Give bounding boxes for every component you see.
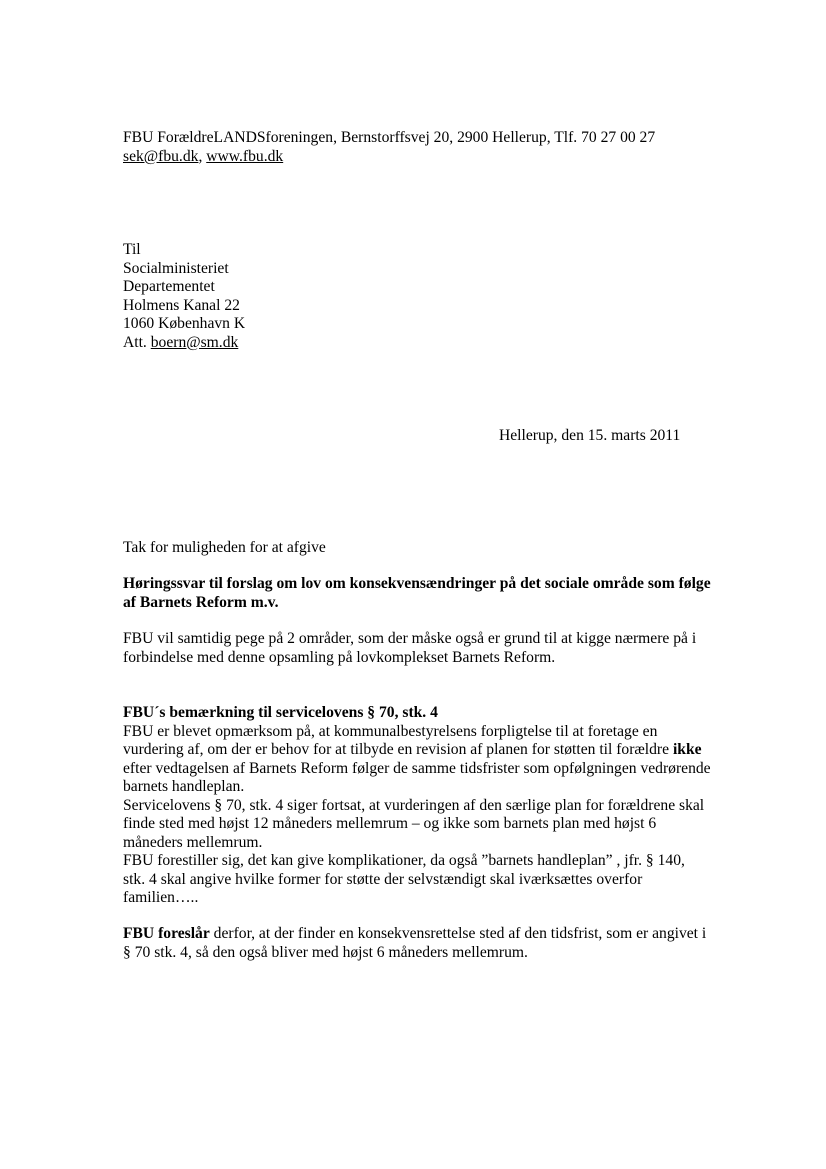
section-servicelov — [123, 704, 711, 908]
section-text: vurdering af, om der er behov for at tilbyde en revision af planen for støtten til forældre — [123, 741, 673, 758]
subject-heading — [123, 575, 711, 612]
recipient-email-link[interactable]: boern@sm.dk — [150, 333, 239, 351]
subject-line: af Barnets Reform m.v. — [123, 593, 279, 611]
section-line — [123, 741, 711, 760]
section-line: finde sted med højst 12 måneders mellemrum – og ikke som barnets plan med højst 6 — [123, 815, 657, 832]
proposal-lead: FBU foreslår — [123, 925, 210, 942]
proposal-text: derfor, at der finder en konsekvensrettelse sted af den tidsfrist, som er angivet i — [209, 925, 707, 942]
section-heading: FBU´s bemærkning til servicelovens § 70, stk. 4 — [123, 704, 438, 721]
recipient-line: Til — [123, 241, 141, 258]
sender-block — [123, 129, 655, 166]
sender-address: FBU ForældreLANDSforeningen, Bernstorffsvej 20, 2900 Hellerup, Tlf. 70 27 00 27 — [123, 129, 656, 146]
att-prefix: Att. — [123, 333, 151, 351]
proposal-line: § 70 stk. 4, så den også bliver med højst 6 måneders mellemrum. — [123, 943, 528, 961]
contact-separator: , — [198, 147, 207, 165]
sender-website-link[interactable]: www.fbu.dk — [206, 147, 284, 165]
sender-email-link[interactable]: sek@fbu.dk — [123, 147, 199, 165]
emphasis-ikke: ikke — [672, 741, 702, 758]
letter-date: Hellerup, den 15. marts 2011 — [499, 427, 681, 444]
paragraph-line: forbindelse med denne opsamling på lovkomplekset Barnets Reform. — [123, 648, 556, 666]
recipient-line: 1060 København K — [123, 315, 246, 332]
recipient-line: Departementet — [123, 278, 215, 295]
section-line: familien….. — [123, 889, 199, 906]
intro-paragraph — [123, 630, 696, 667]
paragraph-line: FBU vil samtidig pege på 2 områder, som der måske også er grund til at kigge nærmere på i — [123, 630, 697, 647]
proposal-paragraph — [123, 925, 706, 962]
section-line: Servicelovens § 70, stk. 4 siger fortsat, at vurderingen af den særlige plan for forældrene skal — [123, 796, 705, 814]
section-line: barnets handleplan. — [123, 778, 245, 795]
recipient-block — [123, 241, 245, 352]
section-line: FBU er blevet opmærksom på, at kommunalbestyrelsens forpligtelse til at foretage en — [123, 722, 658, 740]
intro-text: Tak for muligheden for at afgive — [123, 539, 326, 556]
section-line: efter vedtagelsen af Barnets Reform følger de samme tidsfrister som opfølgningen vedrørende — [123, 759, 711, 777]
section-line: FBU forestiller sig, det kan give komplikationer, da også ”barnets handleplan” , jfr. § 140, — [123, 852, 685, 869]
section-line: måneders mellemrum. — [123, 833, 263, 851]
recipient-line: Holmens Kanal 22 — [123, 296, 240, 314]
sender-contacts — [123, 148, 655, 167]
section-line: stk. 4 skal angive hvilke former for støtte der selvstændigt skal iværksættes overfor — [123, 870, 643, 888]
proposal-line — [123, 925, 706, 944]
recipient-line: Socialministeriet — [123, 259, 229, 277]
subject-line: Høringssvar til forslag om lov om konsekvensændringer på det sociale område som følge — [123, 575, 711, 592]
recipient-att — [123, 334, 245, 353]
